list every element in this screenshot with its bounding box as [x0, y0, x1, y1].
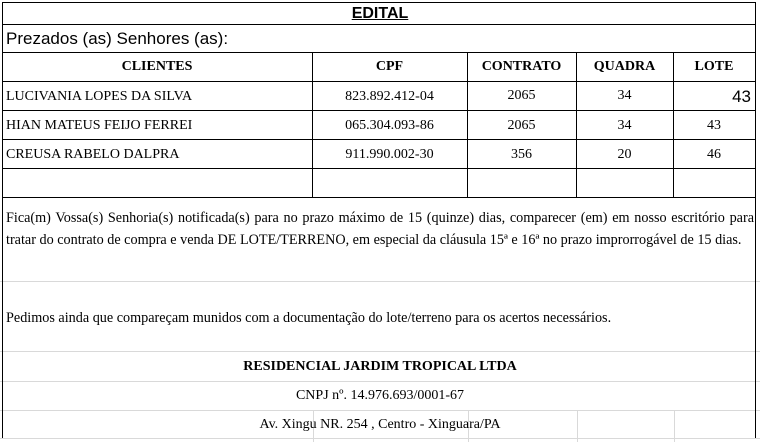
cell-quadra: 20 [617, 147, 632, 162]
gridline [0, 281, 760, 282]
gridline [0, 351, 760, 352]
header-clientes: CLIENTES [121, 59, 193, 74]
cell-lote: 43 [707, 118, 721, 133]
cell-cpf: 911.990.002-30 [345, 147, 434, 162]
gridline [0, 381, 760, 382]
gridline [0, 410, 760, 411]
header-cpf: CPF [375, 59, 404, 74]
table-line [2, 197, 756, 198]
cell-quadra: 34 [617, 118, 632, 133]
page-title: EDITAL [351, 5, 409, 22]
gridline [0, 438, 760, 439]
cell-contrato: 2065 [507, 118, 536, 133]
cell-contrato: 2065 [507, 88, 536, 103]
title-separator [2, 24, 756, 25]
header-lote: LOTE [694, 59, 734, 74]
greeting: Prezados (as) Senhores (as): [6, 29, 229, 48]
cell-contrato: 356 [511, 147, 532, 162]
table-line [2, 139, 756, 140]
table-line [2, 168, 756, 169]
cell-quadra: 34 [617, 88, 632, 103]
header-quadra: QUADRA [593, 59, 656, 74]
cell-cpf: 823.892.412-04 [345, 89, 434, 104]
table-line [2, 81, 756, 82]
notice-paragraph: Fica(m) Vossa(s) Senhoria(s) notificada(s) para no prazo máximo de 15 (quinze) dias, comparecer (em) em nosso escritório para tratar do contrato de compra e venda DE LOTE/TERRENO, em especial da cláusula 15ª e 16ª no prazo improrrogável de 15 dias. [6, 210, 754, 248]
request-paragraph: Pedimos ainda que compareçam munidos com a documentação do lote/terreno para os acertos necessários. [6, 310, 612, 326]
header-contrato: CONTRATO [481, 59, 562, 74]
table-line [2, 110, 756, 111]
cell-cliente: HIAN MATEUS FEIJO FERREI [6, 118, 193, 133]
cell-cliente: CREUSA RABELO DALPRA [6, 147, 180, 162]
company-address: Av. Xingu NR. 254 , Centro - Xinguara/PA [259, 417, 501, 432]
cell-lote: 43 [732, 87, 751, 106]
company-cnpj: CNPJ nº. 14.976.693/0001-67 [295, 388, 465, 403]
cell-cpf: 065.304.093-86 [345, 118, 434, 133]
cell-cliente: LUCIVANIA LOPES DA SILVA [6, 89, 193, 104]
cell-lote: 46 [707, 147, 721, 162]
company-name: RESIDENCIAL JARDIM TROPICAL LTDA [243, 359, 517, 374]
greeting-separator [2, 52, 756, 53]
border-top [2, 2, 756, 3]
